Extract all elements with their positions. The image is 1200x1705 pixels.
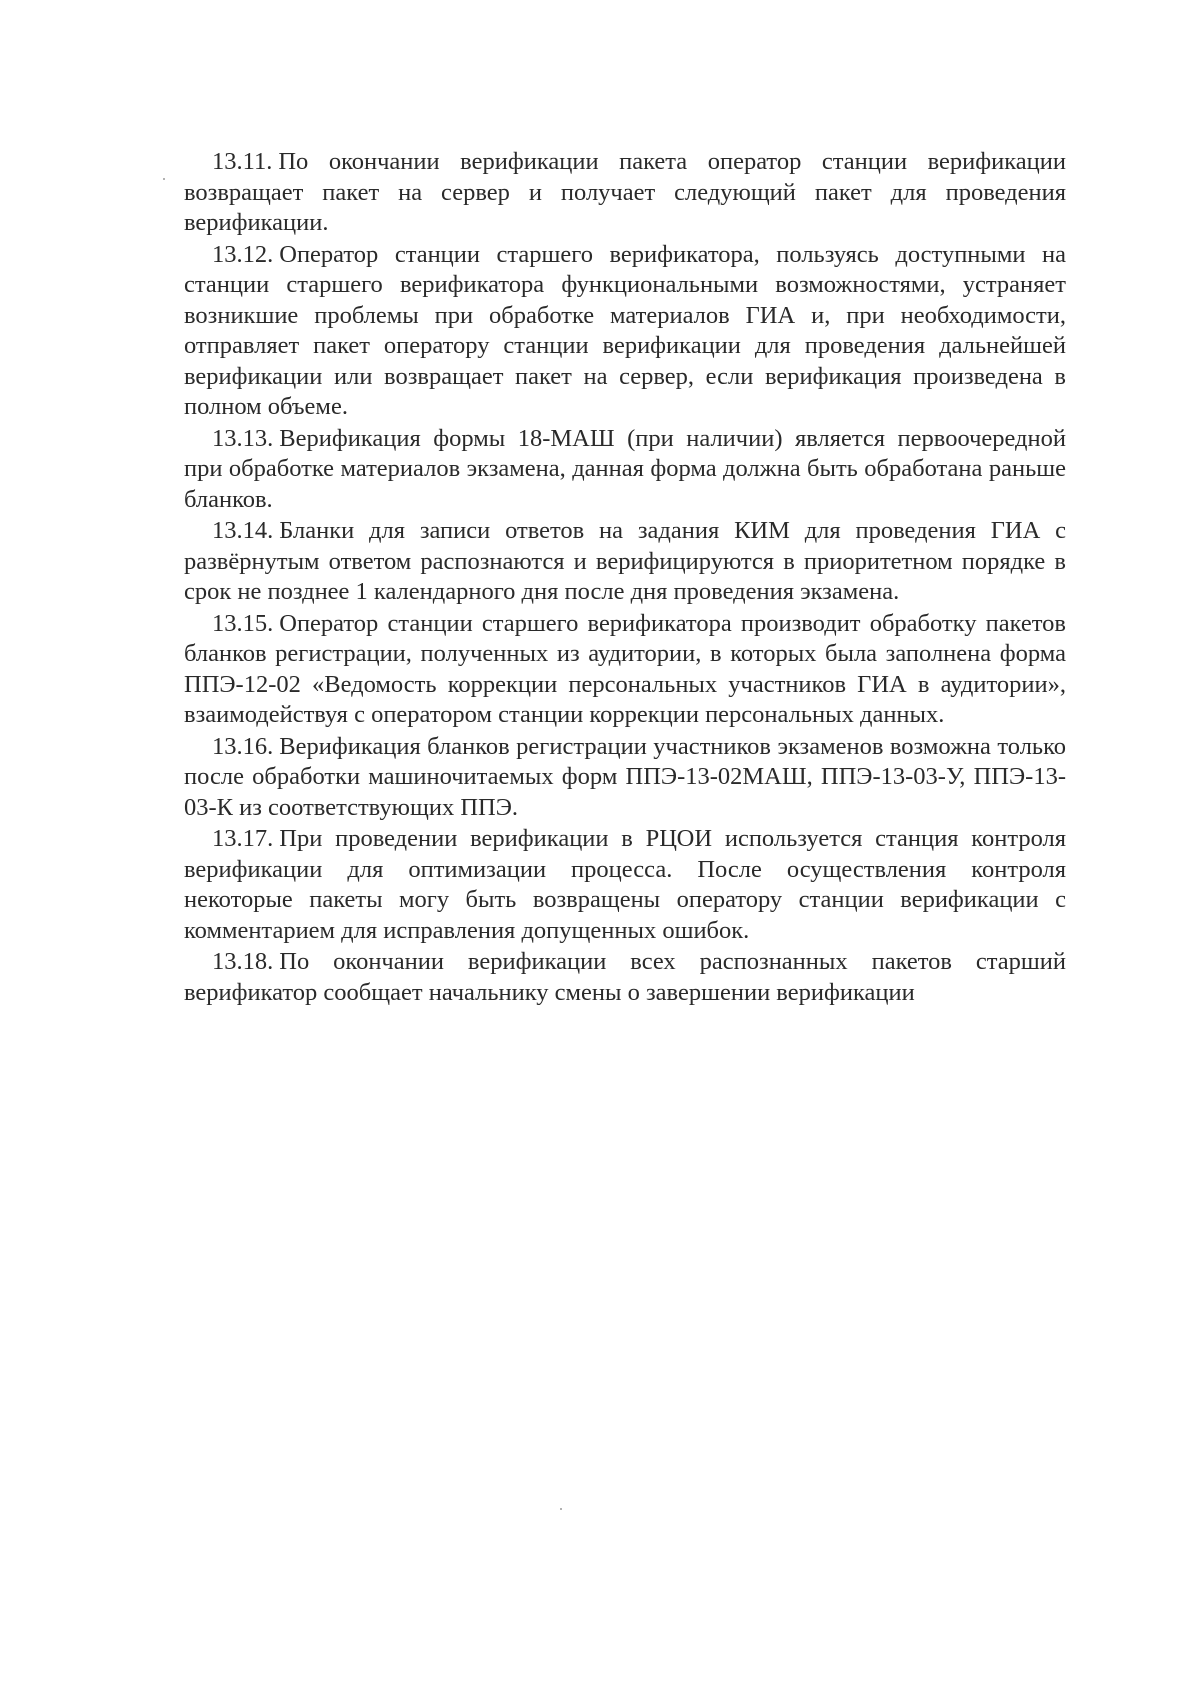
paragraph-text: Оператор станции старшего верификатора производит обработку пакетов бланков регистрации, полученных из аудитории, в которых была заполнена форма ППЭ-12-02 «Ведомость коррекции персональных участников ГИА в аудитории», взаимодействуя с оператором станции коррекции персональных данных. [184,609,1066,728]
paragraph-number: 13.14. [212,517,274,544]
paragraph-text: Верификация формы 18-МАШ (при наличии) является первоочередной при обработке материалов экзамена, данная форма должна быть обработана раньше бланков. [184,424,1066,513]
paragraph-number: 13.18. [212,948,274,975]
paragraph-number: 13.12. [212,240,274,268]
paragraph-13-12 [184,240,1066,423]
paragraph-13-17 [184,824,1066,946]
paragraph-text: По окончании верификации пакета оператор станции верификации возвращает пакет на сервер и получает следующий пакет для проведения верификации. [184,148,1066,236]
paragraph-13-11 [184,147,1066,239]
paragraph-text: Бланки для записи ответов на задания КИМ для проведения ГИА с развёрнутым ответом распознаются и верифицируются в приоритетном порядке в срок не позднее 1 календарного дня после дня проведения экзамена. [184,517,1066,605]
paragraph-number: 13.17. [212,825,274,852]
document-body [184,147,1066,1009]
scan-speck [163,178,165,180]
paragraph-13-14 [184,516,1066,608]
paragraph-13-18 [184,947,1066,1008]
paragraph-text: Оператор станции старшего верификатора, пользуясь доступными на станции старшего верификатора функциональными возможностями, устраняет возникшие проблемы при обработке материалов ГИА и, при необходимости, отправляет пакет оператору станции верификации для проведения дальнейшей верификации или возвращает пакет на сервер, если верификация произведена в полном объеме. [184,240,1066,420]
paragraph-text: По окончании верификации всех распознанных пакетов старший верификатор сообщает начальнику смены о завершении верификации [184,948,1066,1006]
paragraph-number: 13.13. [212,424,274,452]
paragraph-13-15 [184,609,1066,731]
paragraph-number: 13.15. [212,609,274,637]
paragraph-text: При проведении верификации в РЦОИ используется станция контроля верификации для оптимизации процесса. После осуществления контроля некоторые пакеты могу быть возвращены оператору станции верификации с комментарием для исправления допущенных ошибок. [184,825,1066,944]
scan-speck [560,1508,562,1510]
paragraph-13-13 [184,424,1066,516]
paragraph-number: 13.16. [212,732,274,760]
paragraph-text: Верификация бланков регистрации участников экзаменов возможна только после обработки машиночитаемых форм ППЭ-13-02МАШ, ППЭ-13-03-У, ППЭ-13-03-К из соответствующих ППЭ. [184,732,1066,821]
paragraph-13-16 [184,732,1066,824]
paragraph-number: 13.11. [212,148,273,175]
